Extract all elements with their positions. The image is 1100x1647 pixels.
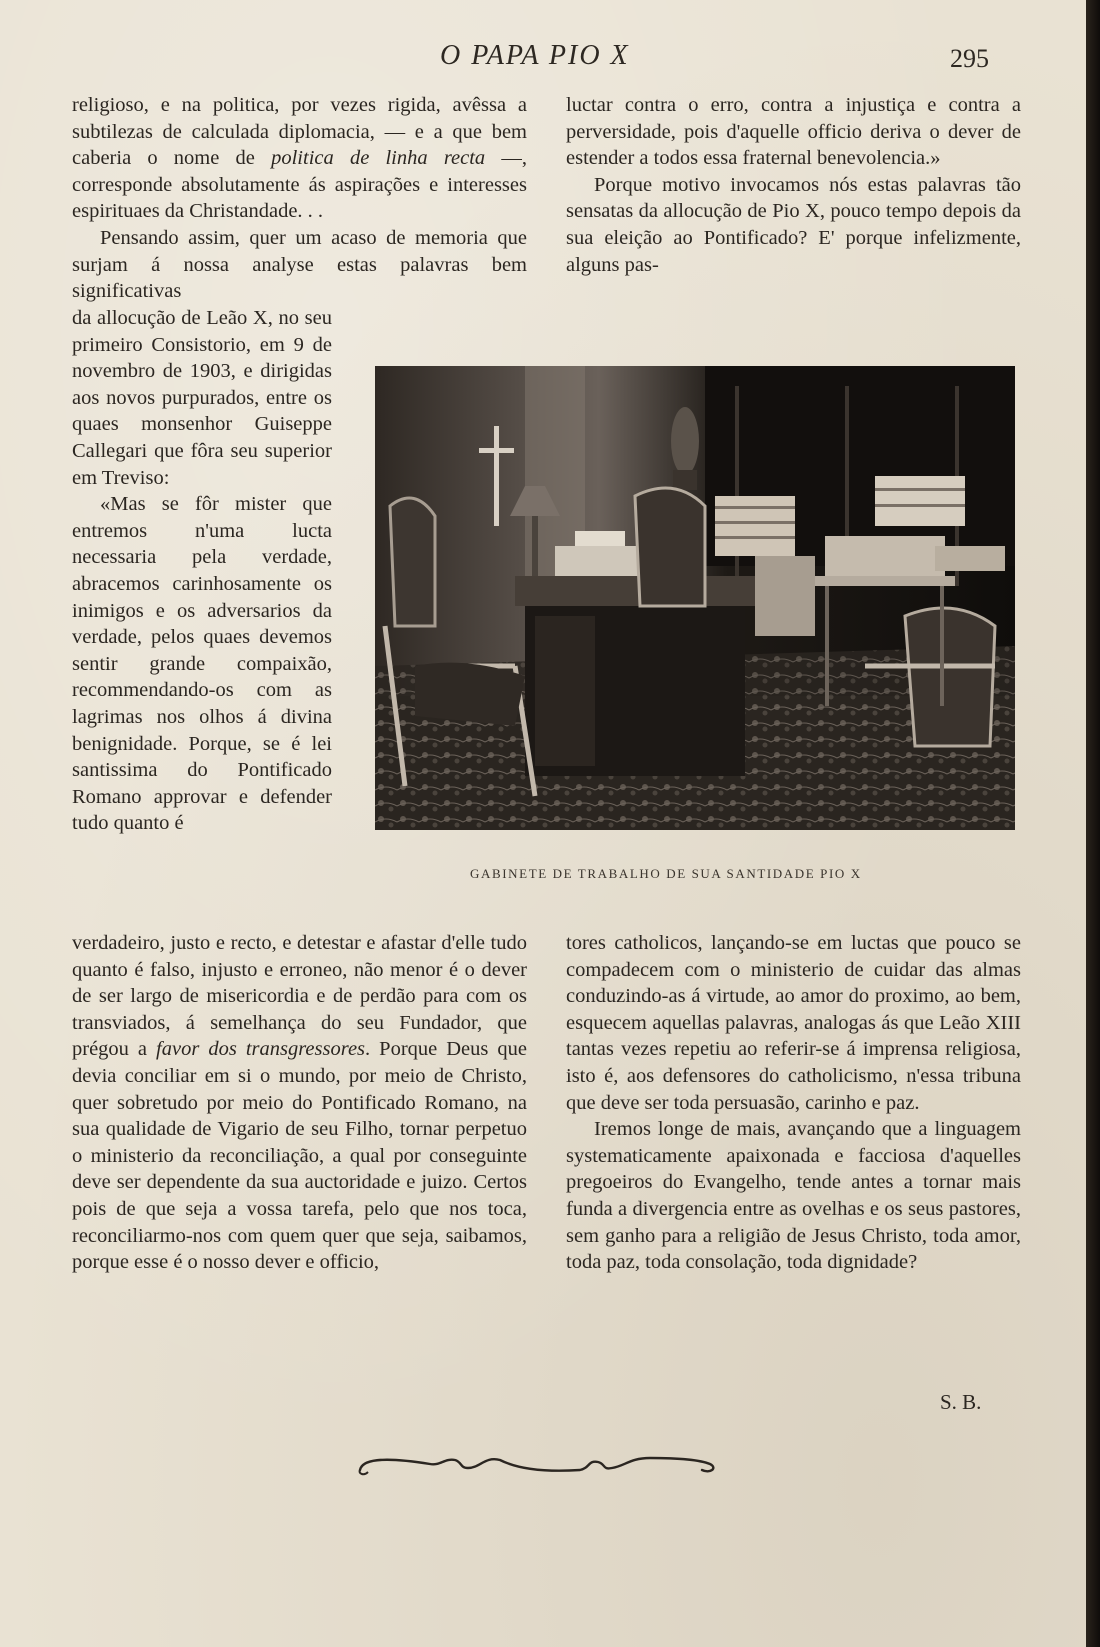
page-edge-shadow bbox=[1086, 0, 1100, 1647]
tailpiece-ornament bbox=[350, 1448, 740, 1482]
figure-caption: GABINETE DE TRABALHO DE SUA SANTIDADE PIO X bbox=[470, 866, 862, 881]
paragraph: Iremos longe de mais, avançando que a linguagem systematicamente apaixonada e facciosa d'aquelles pregoeiros do Evangelho, tende antes a tornar mais funda a divergencia entre as ovelhas e os seus pastores, sem ganho para a religião de Jesus Christo, toda amor, toda paz, toda consolação, toda dignidade? bbox=[566, 1118, 1021, 1274]
study-room-photograph bbox=[375, 366, 1015, 830]
author-signature: S. B. bbox=[940, 1390, 982, 1414]
paragraph: Porque motivo invocamos nós estas palavras tão sensatas da allocução de Pio X, pouco tempo depois da sua eleição ao Pontificado? E' porque infelizmente, alguns pas- bbox=[566, 173, 1021, 276]
left-column-bottom bbox=[72, 930, 527, 1276]
left-column-top bbox=[72, 92, 527, 305]
paragraph: religioso, e na politica, por vezes rigida, avêssa a subtilezas de calculada diplomacia, — e a que bem caberia o nome de politica de linha recta —, corresponde absolutamente ás aspirações e interesses espirituaes da Christandade. . . bbox=[72, 94, 528, 223]
paragraph: luctar contra o erro, contra a injustiça e contra a perversidade, pois d'aquelle officio deriva o dever de estender a todos essa fraternal benevolencia.» bbox=[566, 94, 1021, 170]
left-column-beside-figure bbox=[72, 305, 332, 837]
right-column-bottom bbox=[566, 930, 1021, 1276]
paragraph: Pensando assim, quer um acaso de memoria que surjam á nossa analyse estas palavras bem significativas bbox=[72, 226, 527, 303]
paragraph: da allocução de Leão X, no seu primeiro Consistorio, em 9 de novembro de 1903, e dirigidas aos novos purpurados, entre os quaes monsenhor Guiseppe Callegari que fôra seu superior em Treviso: bbox=[72, 307, 332, 489]
paragraph: verdadeiro, justo e recto, e detestar e afastar d'elle tudo quanto é falso, injusto e erroneo, não menor é o dever de ser largo de misericordia e de perdão para com os transviados, á semelhança do seu Fundador, que prégou a favor dos transgressores. Porque Deus que devia conciliar em si o mundo, por meio de Christo, quer sobretudo por meio do Pontificado Romano, na sua qualidade de Vigario de seu Filho, tornar perpetuo o ministerio da reconciliação, a qual por conseguinte deve ser dependente da sua auctoridade e juizo. Certos pois de que seja a vossa tarefa, pelo que nos toca, reconciliarmo-nos com quem quer que seja, saibamos, porque esse é o nosso dever e officio, bbox=[72, 932, 527, 1274]
paragraph: tores catholicos, lançando-se em luctas que pouco se compadecem com o ministerio de cuidar das almas conduzindo-as á virtude, ao amor do proximo, ao bem, esquecem aquellas palavras, analogas ás que Leão XIII tantas vezes repetiu ao referir-se á imprensa religiosa, isto é, aos defensores do catholicismo, n'essa tribuna que deve ser toda persuasão, carinho e paz. bbox=[566, 932, 1021, 1114]
running-title: O PAPA PIO X bbox=[440, 40, 630, 71]
page-number: 295 bbox=[950, 44, 989, 73]
right-column-top bbox=[566, 92, 1021, 278]
quotation-paragraph: «Mas se fôr mister que entremos n'uma lucta necessaria pela verdade, abracemos carinhosamente os inimigos e os adversarios da verdade, pelos quaes devemos sentir grande compaixão, recommendando-os com as lagrimas nos olhos á divina benignidade. Porque, se é lei santissima do Pontificado Romano approvar e defender tudo quanto é bbox=[72, 493, 332, 835]
